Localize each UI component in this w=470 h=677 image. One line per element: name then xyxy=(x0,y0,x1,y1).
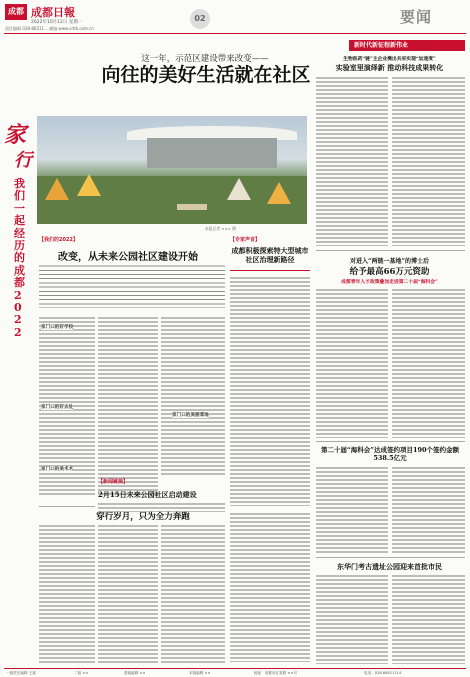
right-a3-col2 xyxy=(392,466,465,554)
photo-tent xyxy=(227,178,251,200)
editor-info: 责任编辑 028-86511... 邮编 www.cdrb.com.cn xyxy=(5,26,94,31)
series-logo-char-b: 行 xyxy=(14,150,32,171)
mid-article-tag: 【专家声音】 xyxy=(230,237,261,243)
left-subhead: 家门口的美术术 xyxy=(41,467,74,472)
newspaper-logo: 成都 xyxy=(5,4,27,20)
series-logo xyxy=(2,118,36,178)
feature-title: 向往的美好生活就在社区 xyxy=(101,64,311,86)
footer-item: 一版责任编辑 王斌 xyxy=(6,671,36,675)
mid-article-title: 成都积极探索特大型城市社区治理新路径 xyxy=(231,246,309,264)
right-a3-title: 第二十届“海科会”达成签约项目190个签约金额538.5亿元 xyxy=(320,446,460,462)
right-a2-subtitle: 成都青年人才政策叠加走进第二十届“海科会” xyxy=(341,279,438,285)
left-article-col2 xyxy=(98,316,158,496)
right-a4-title: 东华门考古遗址公园迎来首批市民 xyxy=(337,562,442,571)
right-a1-col1 xyxy=(316,76,388,246)
section-title: 要闻 xyxy=(400,8,433,26)
photo-tent xyxy=(45,178,69,200)
photo-tent xyxy=(77,174,101,196)
feature-subtitle: 这一年，示范区建设带来改变—— xyxy=(141,54,269,64)
mid-article-divider xyxy=(230,270,310,271)
series-banner: 新时代新征程新伟业 xyxy=(349,40,465,51)
left-article-col3 xyxy=(161,316,225,476)
left-subhead: 家门口的美丽菜地 xyxy=(172,413,209,418)
footer-item: 要闻编辑 ×× xyxy=(124,671,146,675)
feature-photo xyxy=(37,116,307,224)
left-article-tag: 【我们的2022】 xyxy=(39,237,78,243)
right-a2-col1 xyxy=(316,288,388,438)
header-divider xyxy=(4,33,466,34)
lower-col2 xyxy=(98,524,158,664)
left-divider xyxy=(39,506,95,507)
left-article-title: 改变，从未来公园社区建设开始 xyxy=(58,252,198,263)
right-a3-col1 xyxy=(316,466,388,554)
lower-col3 xyxy=(161,524,225,664)
page-number-badge: 02 xyxy=(190,9,210,29)
photo-building xyxy=(147,138,277,168)
right-a1-col2 xyxy=(392,76,465,246)
lower-headline: 穿行岁月，只为全力奔跑 xyxy=(96,512,190,522)
left-article-lead xyxy=(39,264,225,308)
lower-col1 xyxy=(39,524,95,664)
photo-tent xyxy=(267,182,291,204)
photo-caption: 本报记者 ××× 摄 xyxy=(205,226,236,231)
right-divider xyxy=(316,557,465,558)
right-divider xyxy=(316,250,465,251)
right-divider xyxy=(316,441,465,442)
right-a2-col2 xyxy=(392,288,465,438)
newspaper-brand: 成都日報 xyxy=(31,6,75,19)
series-vertical-title: 我们一起经历的成都2022 xyxy=(14,177,25,339)
right-a1-title: 实验室里演绎新 推动科技成果转化 xyxy=(335,63,444,72)
series-logo-char-a: 家 xyxy=(4,122,27,148)
masthead xyxy=(0,0,470,34)
issue-date: 2022年10月12日 星期一 xyxy=(31,20,83,25)
page-footer xyxy=(4,668,466,677)
photo-picnic-mat xyxy=(177,204,207,210)
footer-item: 电话：028-86511114 xyxy=(364,671,402,675)
lower-article-title: 2月15日未来公园社区启动建设 xyxy=(98,490,197,499)
left-subhead: 家门口的好学校 xyxy=(41,325,74,330)
footer-item: 地址：成都市红星路 ××号 xyxy=(254,671,298,675)
lower-col4 xyxy=(230,512,310,662)
right-a2-kicker: 对进入“两链一基地”的博士后 xyxy=(350,258,429,265)
footer-item: 本版编辑 ×× xyxy=(189,671,211,675)
footer-item: 二版 ×× xyxy=(74,671,89,675)
right-a4-col1 xyxy=(316,574,388,664)
mid-article-body xyxy=(230,276,310,506)
right-a4-col2 xyxy=(392,574,465,664)
right-a1-kicker: 生物医药“链”主企业携出共采实现“加速度” xyxy=(343,56,436,62)
right-a2-title: 给予最高66万元资助 xyxy=(349,267,430,277)
left-subhead: 家门口的好去处 xyxy=(41,405,74,410)
lower-article-tag: 【新闻链接】 xyxy=(98,479,129,485)
